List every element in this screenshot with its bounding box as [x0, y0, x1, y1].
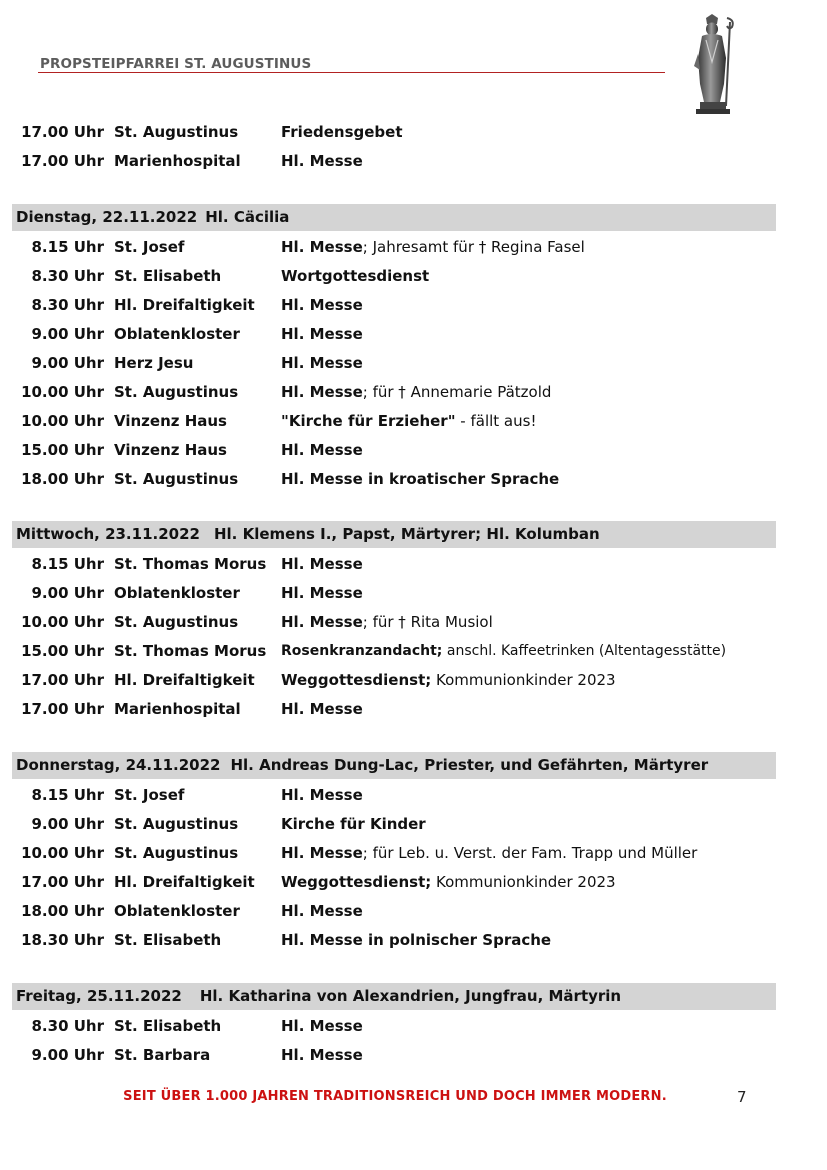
service-time: 9.00 Uhr [31, 1046, 104, 1064]
service-location: St. Elisabeth [114, 931, 222, 949]
service-type: Hl. Messe [281, 441, 363, 459]
service-time: 8.30 Uhr [31, 296, 104, 314]
service-note: ; für Leb. u. Verst. der Fam. Trapp und Müller [362, 844, 698, 862]
service-type: "Kirche für Erzieher" [281, 412, 456, 430]
service-location: St. Augustinus [114, 470, 239, 488]
service-time: 17.00 Uhr [21, 152, 104, 170]
service-location: St. Augustinus [114, 123, 239, 141]
list-item [0, 291, 827, 320]
service-type: Friedensgebet [281, 123, 403, 141]
service-time: 10.00 Uhr [21, 844, 104, 862]
service-type: Hl. Messe [281, 613, 363, 631]
service-note: Kommunionkinder 2023 [431, 671, 616, 689]
list-item [0, 436, 827, 465]
service-type: Rosenkranzandacht; [281, 643, 443, 659]
day-feast: Hl. Katharina von Alexandrien, Jungfrau, Märtyrin [199, 987, 622, 1005]
list-item [0, 839, 827, 868]
service-type: Hl. Messe in kroatischer Sprache [281, 470, 560, 488]
service-type: Hl. Messe [281, 584, 363, 602]
service-location: St. Elisabeth [114, 267, 222, 285]
service-location: Vinzenz Haus [114, 412, 227, 430]
service-location: St. Thomas Morus [114, 642, 267, 660]
list-item [0, 781, 827, 810]
list-item [0, 1041, 827, 1070]
service-time: 10.00 Uhr [21, 613, 104, 631]
service-description [281, 637, 726, 666]
service-type: Hl. Messe [281, 354, 363, 372]
service-location: St. Augustinus [114, 613, 239, 631]
service-description [281, 868, 616, 897]
service-location: St. Augustinus [114, 383, 239, 401]
service-time: 8.15 Uhr [31, 555, 104, 573]
service-description [281, 233, 585, 262]
service-description [281, 666, 616, 695]
service-description [281, 465, 559, 494]
service-time: 10.00 Uhr [21, 412, 104, 430]
service-time: 18.00 Uhr [21, 902, 104, 920]
footer-slogan: SEIT ÜBER 1.000 JAHREN TRADITIONSREICH UND DOCH IMMER MODERN. [123, 1089, 667, 1104]
list-item [0, 579, 827, 608]
service-type: Hl. Messe [281, 383, 363, 401]
service-location: Oblatenkloster [114, 325, 240, 343]
service-location: St. Augustinus [114, 844, 239, 862]
day-feast: Hl. Andreas Dung-Lac, Priester, und Gefährten, Märtyrer [230, 756, 709, 774]
service-time: 18.30 Uhr [21, 931, 104, 949]
service-description [281, 897, 363, 926]
service-time: 15.00 Uhr [21, 441, 104, 459]
saint-augustine-statue-icon [686, 14, 740, 114]
list-item [0, 118, 827, 147]
service-location: Hl. Dreifaltigkeit [114, 873, 255, 891]
service-location: Oblatenkloster [114, 584, 240, 602]
day-feast: Hl. Klemens I., Papst, Märtyrer; Hl. Kolumban [213, 525, 600, 543]
service-type: Hl. Messe [281, 1046, 363, 1064]
service-note: Kommunionkinder 2023 [431, 873, 616, 891]
header-divider [38, 72, 665, 73]
service-location: St. Elisabeth [114, 1017, 222, 1035]
list-item [0, 320, 827, 349]
day-header-tuesday [12, 204, 776, 231]
service-time: 9.00 Uhr [31, 354, 104, 372]
list-item [0, 666, 827, 695]
service-location: Marienhospital [114, 152, 241, 170]
service-description [281, 579, 363, 608]
list-item [0, 810, 827, 839]
list-item [0, 637, 827, 666]
service-description [281, 926, 551, 955]
list-item [0, 147, 827, 176]
service-note: - fällt aus! [455, 412, 537, 430]
service-time: 9.00 Uhr [31, 325, 104, 343]
list-item [0, 233, 827, 262]
service-time: 10.00 Uhr [21, 383, 104, 401]
service-type: Hl. Messe [281, 902, 363, 920]
service-location: Herz Jesu [114, 354, 194, 372]
list-item [0, 695, 827, 724]
page-number: 7 [737, 1088, 747, 1106]
service-type: Hl. Messe [281, 296, 363, 314]
service-description [281, 695, 363, 724]
service-description [281, 810, 426, 839]
service-location: Oblatenkloster [114, 902, 240, 920]
service-description [281, 550, 363, 579]
service-type: Hl. Messe [281, 700, 363, 718]
service-location: St. Augustinus [114, 815, 239, 833]
service-type: Hl. Messe [281, 325, 363, 343]
service-type: Wortgottesdienst [281, 267, 430, 285]
service-type: Hl. Messe [281, 555, 363, 573]
service-time: 17.00 Uhr [21, 873, 104, 891]
service-description [281, 839, 697, 868]
service-note: ; Jahresamt für † Regina Fasel [362, 238, 585, 256]
service-time: 17.00 Uhr [21, 123, 104, 141]
day-date: Mittwoch, 23.11.2022 [16, 525, 200, 543]
service-location: Hl. Dreifaltigkeit [114, 671, 255, 689]
day-date: Dienstag, 22.11.2022 [16, 208, 198, 226]
service-type: Weggottesdienst; [281, 671, 432, 689]
list-item [0, 262, 827, 291]
service-time: 8.15 Uhr [31, 786, 104, 804]
service-location: Marienhospital [114, 700, 241, 718]
day-feast: Hl. Cäcilia [205, 208, 290, 226]
service-description [281, 608, 493, 637]
service-description [281, 378, 551, 407]
service-type: Hl. Messe [281, 238, 363, 256]
list-item [0, 897, 827, 926]
service-description [281, 262, 429, 291]
day-date: Freitag, 25.11.2022 [16, 987, 182, 1005]
service-location: St. Thomas Morus [114, 555, 267, 573]
service-time: 15.00 Uhr [21, 642, 104, 660]
day-date: Donnerstag, 24.11.2022 [16, 756, 221, 774]
service-location: Hl. Dreifaltigkeit [114, 296, 255, 314]
day-header-friday [12, 983, 776, 1010]
list-item [0, 926, 827, 955]
list-item [0, 868, 827, 897]
list-item [0, 349, 827, 378]
list-item [0, 550, 827, 579]
service-description [281, 407, 536, 436]
service-type: Hl. Messe [281, 152, 363, 170]
service-description [281, 781, 363, 810]
list-item [0, 1012, 827, 1041]
list-item [0, 608, 827, 637]
service-description [281, 291, 363, 320]
list-item [0, 407, 827, 436]
service-location: Vinzenz Haus [114, 441, 227, 459]
service-type: Weggottesdienst; [281, 873, 432, 891]
service-location: St. Josef [114, 238, 185, 256]
service-description [281, 1041, 363, 1070]
service-time: 17.00 Uhr [21, 700, 104, 718]
parish-title: PROPSTEIPFARREI ST. AUGUSTINUS [40, 56, 312, 72]
day-header-wednesday [12, 521, 776, 548]
service-note: ; für † Rita Musiol [362, 613, 493, 631]
service-time: 9.00 Uhr [31, 584, 104, 602]
service-type: Hl. Messe [281, 786, 363, 804]
service-type: Kirche für Kinder [281, 815, 426, 833]
service-type: Hl. Messe in polnischer Sprache [281, 931, 552, 949]
service-note: anschl. Kaffeetrinken (Altentagesstätte) [442, 643, 727, 659]
service-time: 9.00 Uhr [31, 815, 104, 833]
service-description [281, 1012, 363, 1041]
service-time: 8.15 Uhr [31, 238, 104, 256]
service-description [281, 118, 403, 147]
service-time: 17.00 Uhr [21, 671, 104, 689]
list-item [0, 378, 827, 407]
service-description [281, 147, 363, 176]
service-location: St. Josef [114, 786, 185, 804]
day-header-thursday [12, 752, 776, 779]
list-item [0, 465, 827, 494]
service-time: 8.30 Uhr [31, 267, 104, 285]
service-type: Hl. Messe [281, 844, 363, 862]
service-description [281, 349, 363, 378]
service-time: 18.00 Uhr [21, 470, 104, 488]
service-description [281, 436, 363, 465]
service-note: ; für † Annemarie Pätzold [362, 383, 552, 401]
service-type: Hl. Messe [281, 1017, 363, 1035]
service-location: St. Barbara [114, 1046, 211, 1064]
service-description [281, 320, 363, 349]
service-time: 8.30 Uhr [31, 1017, 104, 1035]
